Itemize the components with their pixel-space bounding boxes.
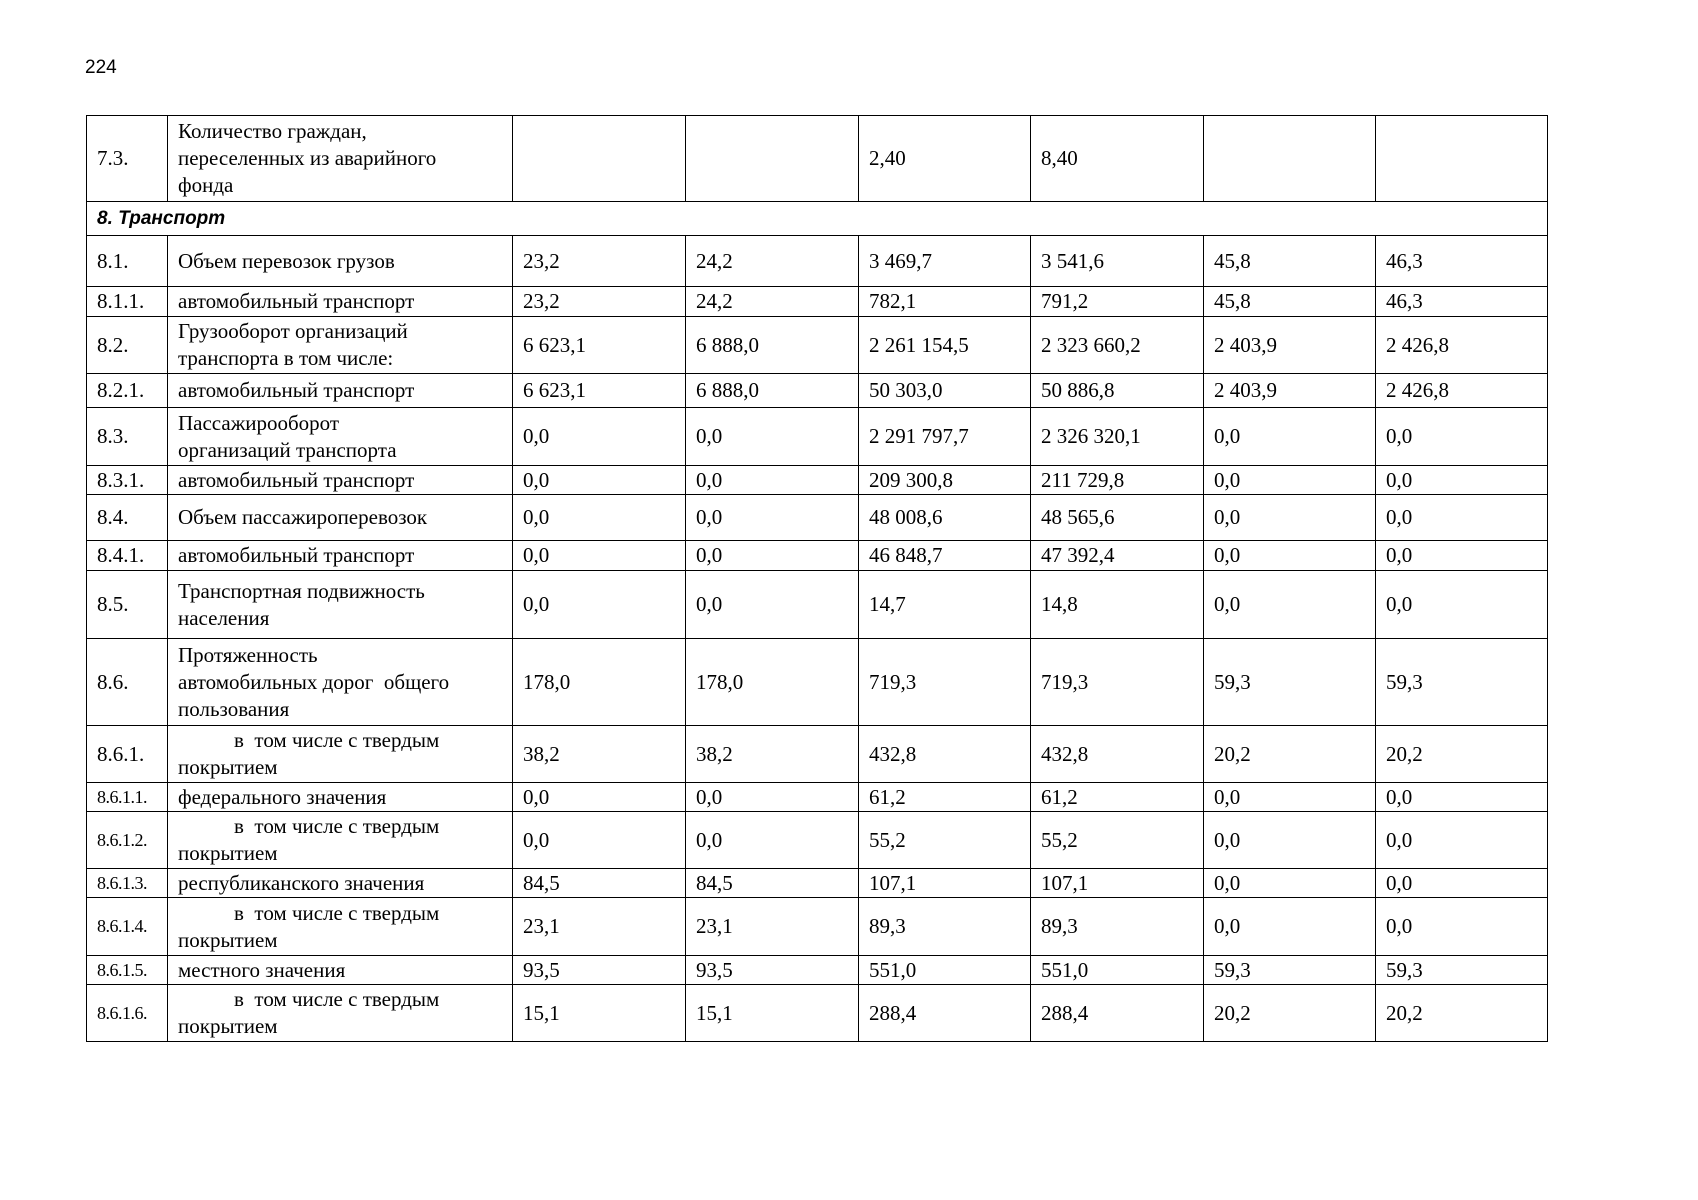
row-name: Объем пассажироперевозок [168,495,513,541]
row-name-line: пользования [178,696,290,721]
row-name-line: в том числе с твердым [234,814,440,838]
cell-value: 61,2 [1031,783,1204,812]
table-row [87,571,1548,639]
cell-value: 0,0 [513,783,686,812]
cell-value: 20,2 [1204,726,1376,783]
row-name-line: населения [178,605,270,630]
cell-value: 50 303,0 [859,374,1031,408]
cell-value: 3 469,7 [859,236,1031,287]
cell-value: 14,8 [1031,571,1204,639]
cell-value: 0,0 [1204,783,1376,812]
row-code: 8.6. [87,639,168,726]
row-name [168,317,513,374]
cell-value: 6 888,0 [686,374,859,408]
table-row [87,287,1548,317]
row-code: 8.6.1.1. [87,783,168,812]
cell-value: 2,40 [859,116,1031,202]
cell-value [686,116,859,202]
row-name-line: Транспортная подвижность [178,578,425,603]
cell-value: 432,8 [859,726,1031,783]
row-name: автомобильный транспорт [168,287,513,317]
row-code: 8.4.1. [87,541,168,571]
cell-value: 24,2 [686,287,859,317]
cell-value: 0,0 [1376,466,1548,495]
table-row [87,985,1548,1042]
cell-value: 0,0 [686,571,859,639]
row-name: автомобильный транспорт [168,541,513,571]
row-code: 8.6.1.2. [87,812,168,869]
cell-value: 48 008,6 [859,495,1031,541]
cell-value: 20,2 [1376,985,1548,1042]
table-row [87,374,1548,408]
cell-value: 0,0 [1204,541,1376,571]
cell-value: 782,1 [859,287,1031,317]
cell-value: 178,0 [686,639,859,726]
table-row [87,639,1548,726]
row-name [168,639,513,726]
cell-value: 93,5 [513,956,686,985]
cell-value: 2 261 154,5 [859,317,1031,374]
cell-value: 0,0 [686,812,859,869]
row-name-line: организаций транспорта [178,437,397,462]
cell-value: 47 392,4 [1031,541,1204,571]
cell-value: 46,3 [1376,287,1548,317]
cell-value: 0,0 [1376,869,1548,898]
cell-value: 50 886,8 [1031,374,1204,408]
cell-value: 209 300,8 [859,466,1031,495]
row-code: 8.5. [87,571,168,639]
row-name-line: покрытием [178,755,278,779]
row-code: 8.6.1.5. [87,956,168,985]
cell-value: 0,0 [1204,571,1376,639]
page-number: 224 [85,57,117,78]
cell-value: 24,2 [686,236,859,287]
table-row [87,236,1548,287]
row-name-line: автомобильных дорог общего [178,669,450,694]
cell-value: 0,0 [686,466,859,495]
cell-value: 38,2 [686,726,859,783]
cell-value: 2 426,8 [1376,374,1548,408]
table-row [87,317,1548,374]
row-name: автомобильный транспорт [168,466,513,495]
cell-value: 84,5 [686,869,859,898]
cell-value: 0,0 [1376,783,1548,812]
row-name: Объем перевозок грузов [168,236,513,287]
cell-value: 0,0 [1376,495,1548,541]
cell-value: 0,0 [513,541,686,571]
row-code: 8.1. [87,236,168,287]
cell-value: 0,0 [1204,869,1376,898]
cell-value: 2 403,9 [1204,374,1376,408]
cell-value: 6 888,0 [686,317,859,374]
cell-value: 23,2 [513,236,686,287]
cell-value: 93,5 [686,956,859,985]
row-name-line: Пассажирооборот [178,410,340,435]
cell-value: 0,0 [513,812,686,869]
row-name: федерального значения [168,783,513,812]
cell-value: 0,0 [1376,571,1548,639]
cell-value: 89,3 [859,898,1031,956]
cell-value: 6 623,1 [513,374,686,408]
table-row [87,541,1548,571]
table-row [87,466,1548,495]
cell-value [513,116,686,202]
cell-value: 59,3 [1204,956,1376,985]
cell-value: 38,2 [513,726,686,783]
row-name: республиканского значения [168,869,513,898]
cell-value: 45,8 [1204,287,1376,317]
cell-value: 3 541,6 [1031,236,1204,287]
row-name [168,571,513,639]
cell-value: 15,1 [686,985,859,1042]
cell-value: 20,2 [1204,985,1376,1042]
cell-value: 2 426,8 [1376,317,1548,374]
cell-value: 0,0 [1376,408,1548,466]
cell-value: 61,2 [859,783,1031,812]
row-name-line: транспорта в том числе: [178,346,394,370]
cell-value: 288,4 [1031,985,1204,1042]
row-code: 8.6.1.3. [87,869,168,898]
cell-value: 15,1 [513,985,686,1042]
cell-value: 14,7 [859,571,1031,639]
row-code: 8.6.1. [87,726,168,783]
cell-value: 89,3 [1031,898,1204,956]
table-row [87,408,1548,466]
row-name-line: Количество граждан, [178,119,367,143]
cell-value: 2 403,9 [1204,317,1376,374]
row-name-line: покрытием [178,841,278,865]
cell-value: 211 729,8 [1031,466,1204,495]
cell-value: 0,0 [1376,898,1548,956]
row-code: 8.1.1. [87,287,168,317]
cell-value: 0,0 [686,495,859,541]
table-row [87,116,1548,202]
table-row [87,898,1548,956]
cell-value: 719,3 [859,639,1031,726]
cell-value: 59,3 [1376,956,1548,985]
cell-value: 84,5 [513,869,686,898]
indicators-table [86,115,1548,1042]
cell-value: 288,4 [859,985,1031,1042]
cell-value: 0,0 [1204,812,1376,869]
row-name: автомобильный транспорт [168,374,513,408]
row-name-line: покрытием [178,1014,278,1038]
row-name [168,726,513,783]
cell-value: 6 623,1 [513,317,686,374]
cell-value: 2 291 797,7 [859,408,1031,466]
cell-value: 107,1 [859,869,1031,898]
table-row [87,726,1548,783]
cell-value: 791,2 [1031,287,1204,317]
cell-value: 23,2 [513,287,686,317]
row-name-line: в том числе с твердым [234,728,440,752]
cell-value: 0,0 [1204,898,1376,956]
row-name [168,408,513,466]
cell-value: 2 323 660,2 [1031,317,1204,374]
cell-value: 0,0 [513,571,686,639]
cell-value: 0,0 [513,408,686,466]
row-code: 8.6.1.6. [87,985,168,1042]
cell-value [1376,116,1548,202]
cell-value: 719,3 [1031,639,1204,726]
cell-value: 0,0 [1376,812,1548,869]
row-code: 8.2. [87,317,168,374]
cell-value: 0,0 [686,408,859,466]
cell-value: 107,1 [1031,869,1204,898]
row-name-line: в том числе с твердым [234,987,440,1011]
row-code: 7.3. [87,116,168,202]
cell-value: 432,8 [1031,726,1204,783]
row-name-line: фонда [178,173,234,197]
cell-value: 59,3 [1204,639,1376,726]
row-code: 8.2.1. [87,374,168,408]
cell-value: 55,2 [1031,812,1204,869]
row-name-line: переселенных из аварийного [178,146,437,170]
cell-value: 59,3 [1376,639,1548,726]
cell-value: 0,0 [1204,408,1376,466]
row-name [168,116,513,202]
table-row [87,783,1548,812]
section-header-row [87,202,1548,236]
table-row [87,812,1548,869]
row-name-line: в том числе с твердым [234,900,440,925]
cell-value: 23,1 [513,898,686,956]
cell-value: 48 565,6 [1031,495,1204,541]
row-code: 8.3. [87,408,168,466]
cell-value: 178,0 [513,639,686,726]
cell-value [1204,116,1376,202]
cell-value: 2 326 320,1 [1031,408,1204,466]
row-name [168,812,513,869]
row-name-line: Грузооборот организаций [178,319,408,343]
row-name: местного значения [168,956,513,985]
row-name [168,898,513,956]
section-title: 8. Транспорт [87,202,1548,236]
row-name [168,985,513,1042]
cell-value: 46,3 [1376,236,1548,287]
cell-value: 8,40 [1031,116,1204,202]
cell-value: 23,1 [686,898,859,956]
cell-value: 0,0 [1204,466,1376,495]
table-row [87,495,1548,541]
cell-value: 551,0 [859,956,1031,985]
row-code: 8.6.1.4. [87,898,168,956]
table-row [87,956,1548,985]
table-row [87,869,1548,898]
row-code: 8.4. [87,495,168,541]
cell-value: 55,2 [859,812,1031,869]
cell-value: 46 848,7 [859,541,1031,571]
row-code: 8.3.1. [87,466,168,495]
cell-value: 0,0 [513,495,686,541]
cell-value: 45,8 [1204,236,1376,287]
row-name-line: Протяженность [178,642,318,667]
cell-value: 0,0 [1204,495,1376,541]
cell-value: 0,0 [1376,541,1548,571]
cell-value: 0,0 [686,541,859,571]
cell-value: 0,0 [513,466,686,495]
cell-value: 0,0 [686,783,859,812]
cell-value: 20,2 [1376,726,1548,783]
row-name-line: покрытием [178,927,278,952]
cell-value: 551,0 [1031,956,1204,985]
